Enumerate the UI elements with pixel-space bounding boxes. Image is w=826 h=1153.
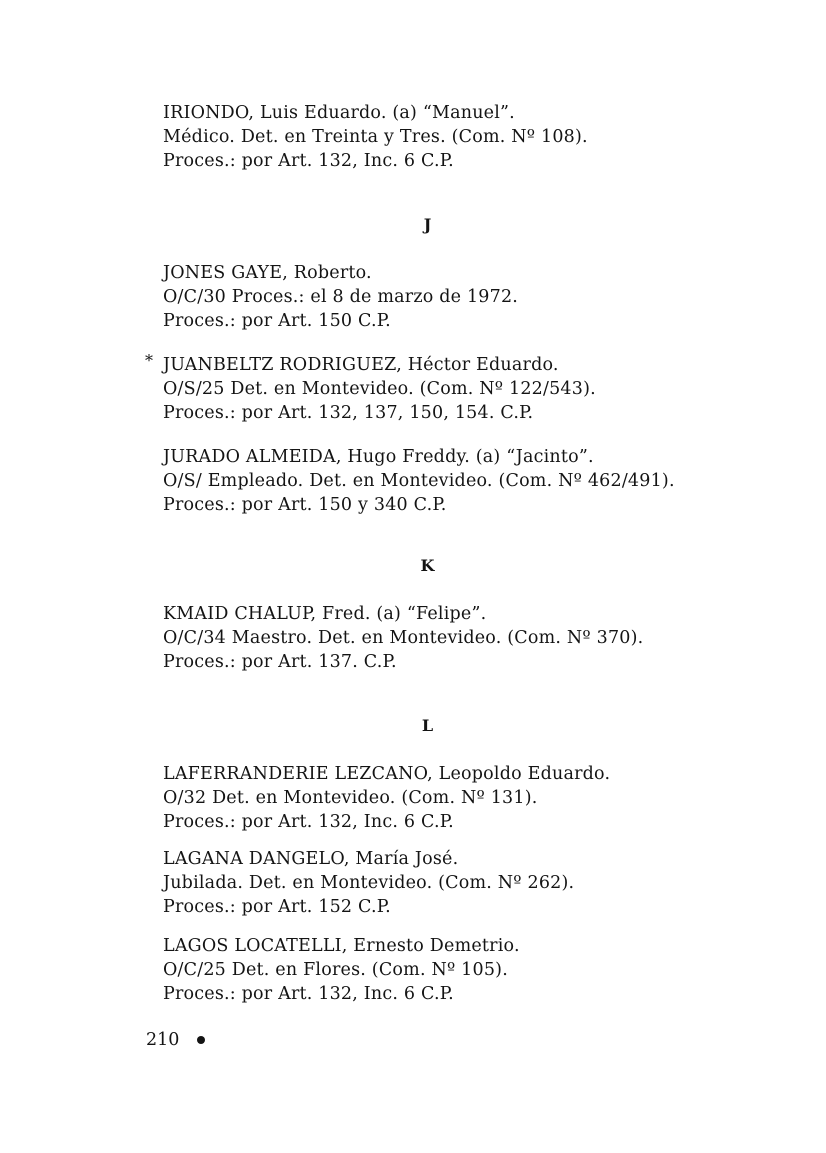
page-number: 210 [146, 1030, 180, 1050]
section-letter-j: J [423, 215, 432, 234]
entry-process: Proces.: por Art. 132, Inc. 6 C.P. [163, 151, 454, 171]
entry-detail: O/S/25 Det. en Montevideo. (Com. Nº 122/543). [163, 379, 596, 399]
entry-name: JUANBELTZ RODRIGUEZ, Héctor Eduardo. [163, 355, 559, 375]
bullet-dot-icon [197, 1036, 205, 1044]
entry-name: JURADO ALMEIDA, Hugo Freddy. (a) “Jacinto”. [163, 447, 594, 467]
entry-name: LAGOS LOCATELLI, Ernesto Demetrio. [163, 936, 520, 956]
entry-name: LAFERRANDERIE LEZCANO, Leopoldo Eduardo. [163, 764, 611, 784]
entry-detail: O/S/ Empleado. Det. en Montevideo. (Com. Nº 462/491). [163, 471, 675, 491]
entry-name: KMAID CHALUP, Fred. (a) “Felipe”. [163, 604, 487, 624]
entry-name: JONES GAYE, Roberto. [163, 263, 372, 283]
entry-detail: Jubilada. Det. en Montevideo. (Com. Nº 262). [163, 873, 575, 893]
entry-process: Proces.: por Art. 132, Inc. 6 C.P. [163, 812, 454, 832]
entry-name: IRIONDO, Luis Eduardo. (a) “Manuel”. [163, 103, 515, 123]
entry-detail: O/C/30 Proces.: el 8 de marzo de 1972. [163, 287, 519, 307]
entry-detail: O/32 Det. en Montevideo. (Com. Nº 131). [163, 788, 538, 808]
entry-name: LAGANA DANGELO, María José. [163, 849, 459, 869]
entry-detail: Médico. Det. en Treinta y Tres. (Com. Nº 108). [163, 127, 588, 147]
entry-process: Proces.: por Art. 132, Inc. 6 C.P. [163, 984, 454, 1004]
entry-process: Proces.: por Art. 152 C.P. [163, 897, 391, 917]
asterisk-marker: * [145, 351, 153, 370]
entry-process: Proces.: por Art. 150 y 340 C.P. [163, 495, 447, 515]
entry-process: Proces.: por Art. 150 C.P. [163, 311, 391, 331]
entry-process: Proces.: por Art. 132, 137, 150, 154. C.P. [163, 403, 534, 423]
section-letter-k: K [420, 556, 435, 575]
section-letter-l: L [421, 716, 434, 735]
entry-detail: O/C/25 Det. en Flores. (Com. Nº 105). [163, 960, 508, 980]
entry-detail: O/C/34 Maestro. Det. en Montevideo. (Com. Nº 370). [163, 628, 644, 648]
entry-process: Proces.: por Art. 137. C.P. [163, 652, 397, 672]
